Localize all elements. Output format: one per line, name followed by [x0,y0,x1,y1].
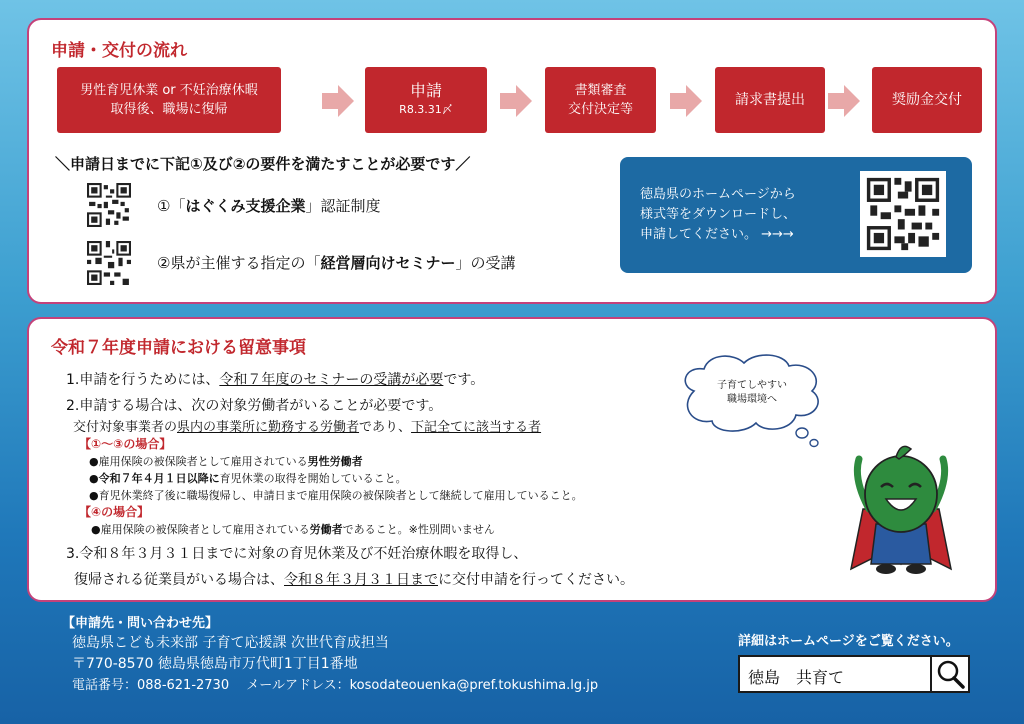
requirement-heading: ＼申請日までに下記①及び②の要件を満たすことが必要です／ [55,155,471,173]
qr-code-icon[interactable] [860,171,946,257]
requirement-2 [157,252,515,273]
download-box [620,157,972,273]
bubble-line2: 職場環境へ [727,394,777,405]
note-item-3-line1: 3.令和８年３月３１日までに対象の育児休業及び不妊治療休暇を取得し、 [66,546,528,562]
note1-pre: 1.申請を行うためには、 [66,372,220,388]
contact-dept: 徳島県こども未来部 子育て応援課 次世代育成担当 [72,635,389,651]
download-line3[interactable]: 申請してください。 →→→ [640,227,794,242]
qr-code-icon[interactable] [87,183,131,227]
requirement-1 [157,195,380,216]
download-text [640,185,796,245]
contact-phone-email[interactable]: 電話番号：088-621-2730 メールアドレス：kosodateouenka@pref.tokushima.lg.jp [72,678,599,693]
flow-step-4 [715,67,825,133]
detail-note: 詳細はホームページをご覧ください。 [738,634,959,649]
note-item-3-line2 [74,569,634,589]
contact-address: 〒770-8570 徳島県徳島市万代町1丁目1番地 [72,656,358,672]
search-icon [932,657,968,691]
flow-step-2 [365,67,487,133]
req2-bold: 経営層向けセミナー [320,254,456,272]
req1-prefix: ①「 [157,197,186,215]
arrow-right-icon [322,85,354,117]
flow-step-1-line2: 取得後、職場に復帰 [110,102,228,117]
case4-bullet1 [91,521,495,537]
note1-post: です。 [443,372,485,388]
case4-b1-post: であること。※性別問いません [342,523,495,536]
case1-bullet3: ●育児休業終了後に職場復帰し、申請日まで雇用保険の被保険者として継続して雇用していること。 [89,489,583,502]
case1-bullet1 [89,453,363,469]
note2-sub-underline2: 下記全てに該当する者 [411,420,542,435]
case1-label: 【①～③の場合】 [79,437,172,451]
arrow-right-icon [828,85,860,117]
case4-label: 【④の場合】 [79,505,150,519]
req2-prefix: ②県が主催する指定の「 [157,254,321,272]
bubble-line1: 子育てしやすい [717,380,787,391]
search-input[interactable]: 徳島 共育て [748,668,845,687]
search-button[interactable] [930,657,968,691]
flow-step-3-line1: 書類審査 [574,83,627,98]
note-item-2: 2.申請する場合は、次の対象労働者がいることが必要です。 [66,398,443,414]
flow-title: 申請・交付の流れ [51,41,187,61]
flow-step-5-line1: 奨励金交付 [892,91,962,108]
arrow-right-icon [500,85,532,117]
notes-title: 令和７年度申請における留意事項 [51,338,306,358]
note-item-2-sub [73,416,541,435]
contact-title: 【申請先・問い合わせ先】 [62,616,219,631]
bubble-text [707,379,797,407]
note3-underline: 令和８年３月３１日まで [284,572,438,588]
note3-pre: 復帰される従業員がいる場合は、 [74,572,284,588]
flow-step-1 [57,67,281,133]
flow-step-2-line2: R8.3.31〆 [399,103,453,116]
flow-step-3 [545,67,656,133]
req1-bold: はぐくみ支援企業 [185,197,306,215]
case1-b2-bold: ●令和７年４月１日以降に [89,472,220,485]
note2-sub-pre: 交付対象事業者の [73,420,178,435]
case4-b1-bold: 労働者 [309,523,343,536]
req1-suffix: 」認証制度 [305,197,381,215]
case1-b1-pre: ●雇用保険の被保険者として雇用されている [89,455,308,468]
download-line2: 様式等をダウンロードし、 [640,207,797,222]
notes-panel [27,317,997,602]
mascot-illustration [841,439,961,579]
note3-post: に交付申請を行ってください。 [438,572,634,588]
flow-step-2-line1: 申請 [409,81,442,100]
flow-step-3-line2: 交付決定等 [567,102,633,117]
req2-suffix: 」の受講 [455,254,516,272]
search-box[interactable] [738,655,970,693]
note2-sub-mid: であり、 [359,420,412,435]
download-line1: 徳島県のホームページから [640,187,796,202]
flow-step-4-line1: 請求書提出 [735,91,805,108]
arrow-right-icon [670,85,702,117]
flow-step-1-line1: 男性育児休業 or 不妊治療休暇 [80,83,258,98]
note2-sub-underline1: 県内の事業所に勤務する労働者 [177,420,360,435]
case1-bullet2 [89,470,407,486]
note-item-1 [66,369,484,389]
case1-b2-post: 育児休業の取得を開始していること。 [219,472,407,485]
flow-step-5 [872,67,982,133]
flow-panel [27,18,997,304]
qr-code-icon[interactable] [87,241,131,285]
note1-underline: 令和７年度のセミナーの受講が必要 [219,372,444,388]
case4-b1-pre: ●雇用保険の被保険者として雇用されている [91,523,310,536]
case1-b1-bold: 男性労働者 [307,455,363,468]
